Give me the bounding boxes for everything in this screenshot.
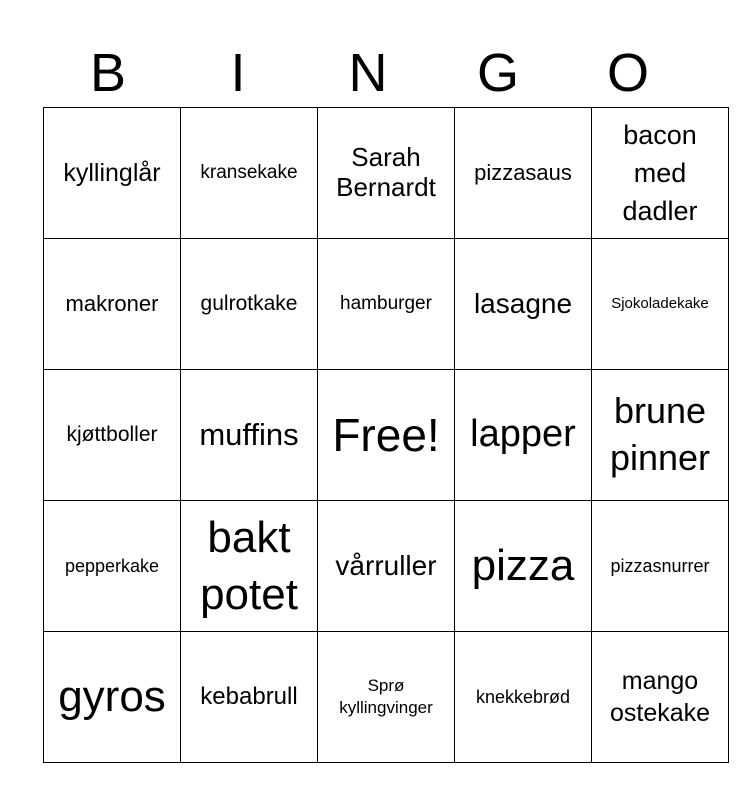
bingo-cell[interactable] — [318, 239, 455, 370]
bingo-row — [44, 370, 729, 501]
cell-label: pepperkake — [64, 555, 160, 576]
cell-label: bakt potet — [200, 512, 298, 619]
bingo-cell[interactable] — [181, 370, 318, 501]
bingo-cell[interactable] — [181, 501, 318, 632]
cell-label: kyllinglår — [63, 158, 161, 187]
cell-label: Sarah Bernardt — [336, 142, 436, 202]
bingo-cell[interactable] — [181, 632, 318, 763]
bingo-cell[interactable] — [455, 108, 592, 239]
bingo-cell[interactable] — [455, 501, 592, 632]
cell-label: mango ostekake — [609, 666, 711, 727]
bingo-cell[interactable] — [44, 632, 181, 763]
cell-label: bacon med dadler — [622, 119, 698, 227]
cell-label: Sjokoladekake — [611, 295, 709, 313]
bingo-cell[interactable] — [44, 501, 181, 632]
bingo-cell[interactable] — [592, 501, 729, 632]
bingo-cell[interactable] — [44, 370, 181, 501]
bingo-cell[interactable] — [455, 632, 592, 763]
bingo-cell[interactable] — [318, 632, 455, 763]
cell-label: pizzasaus — [474, 160, 572, 186]
cell-label: lasagne — [473, 287, 573, 319]
cell-label: kjøttboller — [66, 422, 158, 446]
bingo-cell[interactable] — [318, 108, 455, 239]
bingo-row — [44, 239, 729, 370]
bingo-cell[interactable] — [455, 370, 592, 501]
cell-label: Sprø kyllingvinger — [339, 675, 433, 717]
header-letter-g: G — [476, 43, 519, 103]
header-letter-b: B — [89, 43, 127, 103]
header-letter-o: O — [606, 43, 649, 103]
bingo-cell[interactable] — [181, 239, 318, 370]
bingo-cell[interactable] — [318, 370, 455, 501]
bingo-cell[interactable] — [318, 501, 455, 632]
bingo-cell[interactable] — [592, 370, 729, 501]
cell-label: brune pinner — [609, 390, 711, 478]
bingo-cell[interactable] — [592, 239, 729, 370]
cell-label: makroner — [65, 291, 159, 317]
cell-label: lapper — [470, 413, 576, 456]
bingo-row — [44, 632, 729, 763]
header-letter-n: N — [348, 43, 388, 103]
bingo-cell[interactable] — [592, 108, 729, 239]
cell-label: gulrotkake — [200, 291, 298, 315]
cell-label: hamburger — [340, 293, 432, 315]
bingo-cell[interactable] — [44, 239, 181, 370]
cell-label: kransekake — [200, 162, 298, 184]
bingo-card — [43, 107, 729, 763]
cell-label: kebabrull — [200, 683, 298, 711]
bingo-row — [44, 501, 729, 632]
bingo-header — [43, 40, 693, 106]
cell-label: gyros — [58, 671, 166, 721]
cell-label: pizza — [471, 540, 575, 590]
cell-label: pizzasnurrer — [610, 555, 710, 576]
bingo-row — [44, 108, 729, 239]
bingo-cell[interactable] — [181, 108, 318, 239]
bingo-cell[interactable] — [44, 108, 181, 239]
cell-label: vårruller — [335, 549, 437, 581]
header-letter-i: I — [230, 43, 246, 103]
cell-label: muffins — [199, 417, 299, 453]
bingo-cell[interactable] — [592, 632, 729, 763]
cell-label: knekkebrød — [475, 686, 571, 707]
free-space-label: Free! — [332, 408, 440, 461]
bingo-cell[interactable] — [455, 239, 592, 370]
